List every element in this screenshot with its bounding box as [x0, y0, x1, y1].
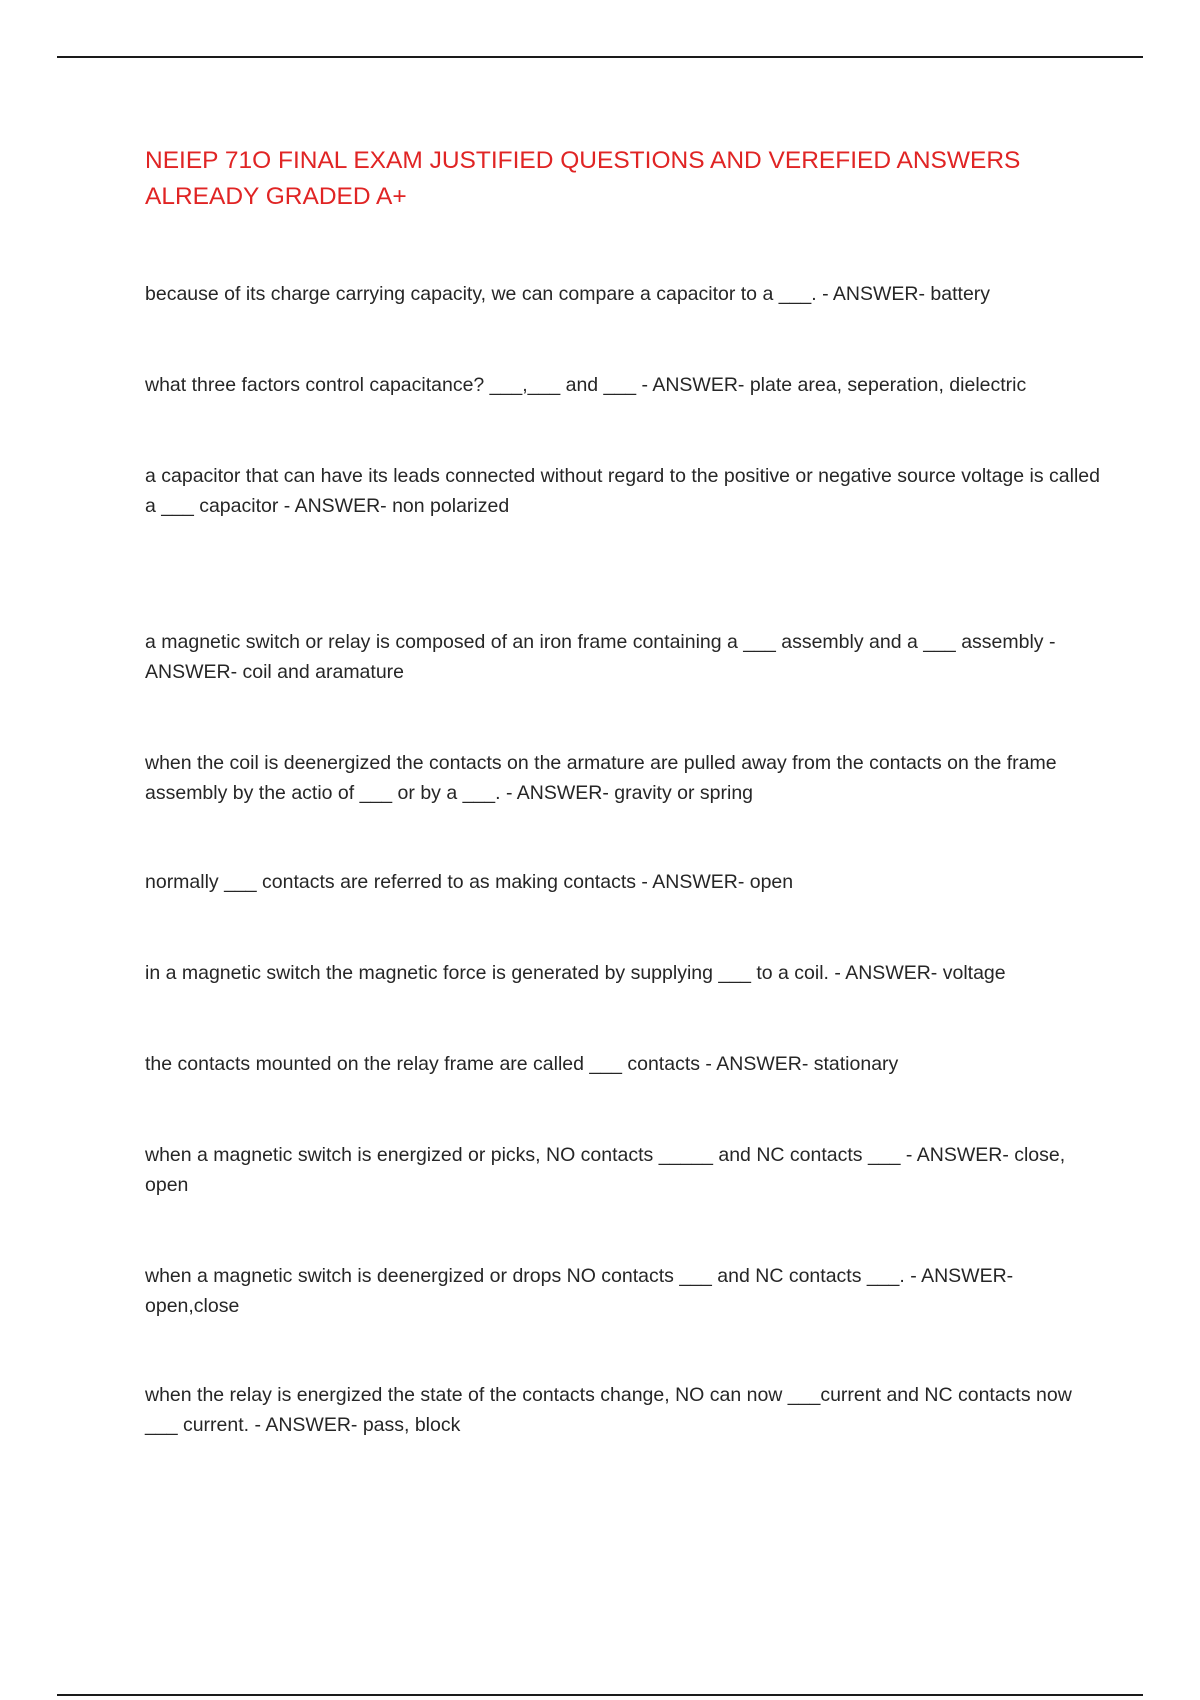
qa-item-8: the contacts mounted on the relay frame are called ___ contacts - ANSWER- stationary — [145, 1053, 899, 1075]
qa-item-10: when a magnetic switch is deenergized or drops NO contacts ___ and NC contacts ___. - ANSWER- open,close — [145, 1265, 1014, 1317]
bottom-divider — [57, 1694, 1143, 1696]
qa-item-6: normally ___ contacts are referred to as making contacts - ANSWER- open — [145, 871, 794, 893]
top-divider — [57, 56, 1143, 58]
qa-item-1: because of its charge carrying capacity, we can compare a capacitor to a ___. - ANSWER- battery — [145, 283, 991, 305]
document-title: NEIEP 71O FINAL EXAM JUSTIFIED QUESTIONS AND VEREFIED ANSWERS ALREADY GRADED A+ — [145, 147, 1021, 210]
qa-item-3: a capacitor that can have its leads connected without regard to the positive or negative source voltage is called a ___ capacitor - ANSWER- non polarized — [145, 465, 1100, 517]
qa-item-5: when the coil is deenergized the contacts on the armature are pulled away from the contacts on the frame assembly by the actio of ___ or by a ___. - ANSWER- gravity or spring — [145, 752, 1057, 804]
qa-item-7: in a magnetic switch the magnetic force is generated by supplying ___ to a coil. - ANSWER- voltage — [145, 962, 1006, 984]
qa-item-4: a magnetic switch or relay is composed of an iron frame containing a ___ assembly and a ___ assembly - ANSWER- coil and aramature — [145, 631, 1056, 683]
qa-item-11: when the relay is energized the state of the contacts change, NO can now ___current and NC contacts now ___ current. - ANSWER- pass, block — [145, 1384, 1072, 1436]
qa-item-9: when a magnetic switch is energized or picks, NO contacts _____ and NC contacts ___ - ANSWER- close, open — [145, 1144, 1066, 1196]
qa-item-2: what three factors control capacitance? ___,___ and ___ - ANSWER- plate area, seperation, dielectric — [145, 374, 1027, 396]
